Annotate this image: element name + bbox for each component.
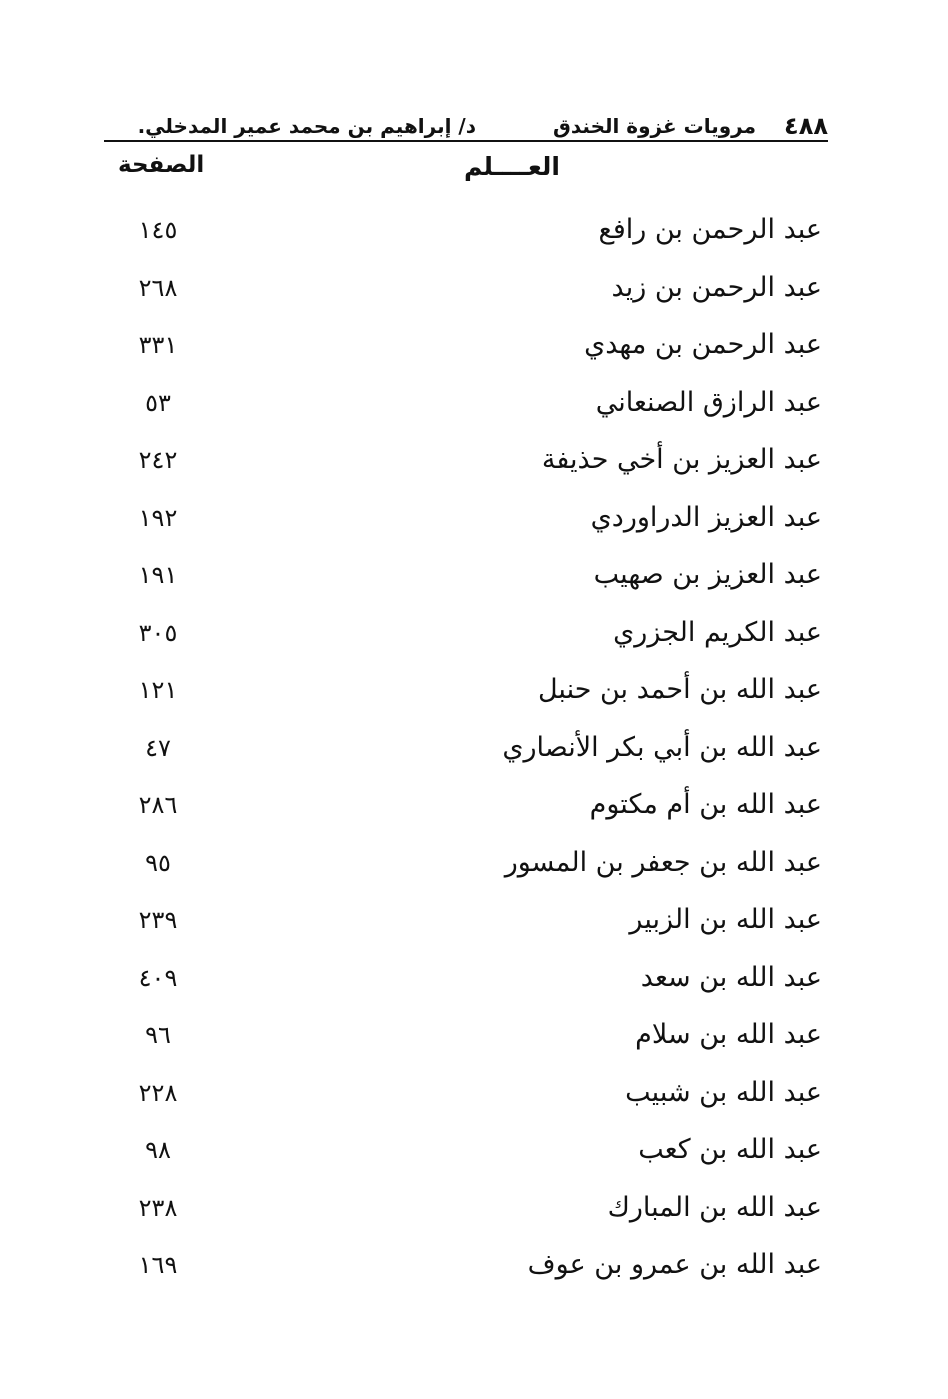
entry-page-number: ١٦٩ xyxy=(138,1251,178,1279)
entry-page-number: ٣٠٥ xyxy=(138,618,178,647)
index-row xyxy=(0,1124,948,1182)
entry-name: عبد الرحمن بن مهدي xyxy=(584,329,822,360)
entry-page-number: ٢٨٦ xyxy=(138,791,178,819)
entry-page-number: ٤٠٩ xyxy=(138,963,178,992)
index-row xyxy=(0,722,948,780)
book-title: مرويات غزوة الخندق xyxy=(552,114,756,138)
entry-name: عبد العزيز الدراوردي xyxy=(590,501,822,533)
entry-page-number: ٢٢٨ xyxy=(138,1078,178,1107)
entry-name: عبد العزيز بن أخي حذيفة xyxy=(541,444,822,475)
entry-page-number: ١٤٥ xyxy=(138,216,178,244)
entry-name: عبد الكريم الجزري xyxy=(613,616,822,648)
entry-page-number: ٣٣١ xyxy=(138,331,178,359)
entry-page-number: ١٢١ xyxy=(138,676,178,704)
entry-page-number: ٢٤٢ xyxy=(138,446,178,474)
entry-page-number: ٩٦ xyxy=(145,1021,171,1049)
index-row xyxy=(0,664,948,722)
index-row xyxy=(0,607,948,665)
index-row xyxy=(0,837,948,895)
entry-name: عبد الله بن سعد xyxy=(640,961,822,993)
author-name: د/ إبراهيم بن محمد عمير المدخلي. xyxy=(137,114,476,138)
index-row xyxy=(0,434,948,492)
entry-page-number: ١٩١ xyxy=(138,561,178,589)
index-row xyxy=(0,377,948,435)
entry-page-number: ١٩٢ xyxy=(138,503,178,532)
index-row xyxy=(0,492,948,550)
entry-name: عبد الله بن عمرو بن عوف xyxy=(527,1249,822,1280)
entry-name: عبد الله بن جعفر بن المسور xyxy=(504,846,822,878)
index-row xyxy=(0,779,948,837)
index-row xyxy=(0,894,948,952)
entry-name: عبد الله بن كعب xyxy=(638,1134,822,1165)
entry-name: عبد الرازق الصنعاني xyxy=(595,386,822,418)
entry-name: عبد الله بن سلام xyxy=(635,1019,822,1050)
name-column-heading: العــــلم xyxy=(463,152,560,181)
page-number: ٤٨٨ xyxy=(784,112,828,140)
entry-name: عبد الله بن أم مكتوم xyxy=(589,789,822,820)
running-header xyxy=(104,108,828,142)
index-list xyxy=(0,204,948,1297)
entry-name: عبد الله بن أحمد بن حنبل xyxy=(537,674,822,705)
entry-page-number: ٢٦٨ xyxy=(138,273,178,302)
entry-page-number: ٥٣ xyxy=(145,388,171,417)
entry-name: عبد الله بن شبيب xyxy=(625,1076,822,1108)
index-row xyxy=(0,1067,948,1125)
index-row xyxy=(0,1182,948,1240)
index-row xyxy=(0,1239,948,1297)
entry-page-number: ٢٣٨ xyxy=(138,1193,178,1222)
entry-name: عبد الله بن أبي بكر الأنصاري xyxy=(502,731,822,763)
index-row xyxy=(0,549,948,607)
entry-name: عبد الرحمن بن زيد xyxy=(611,271,822,303)
index-row xyxy=(0,319,948,377)
entry-page-number: ٩٨ xyxy=(145,1136,171,1164)
index-row xyxy=(0,952,948,1010)
page-column-heading: الصفحة xyxy=(118,152,205,178)
entry-name: عبد العزيز بن صهيب xyxy=(593,559,822,590)
index-row xyxy=(0,1009,948,1067)
entry-page-number: ٢٣٩ xyxy=(138,906,178,934)
entry-page-number: ٩٥ xyxy=(145,848,171,877)
entry-name: عبد الرحمن بن رافع xyxy=(598,214,822,245)
entry-page-number: ٤٧ xyxy=(145,733,171,762)
index-row xyxy=(0,262,948,320)
entry-name: عبد الله بن المبارك xyxy=(607,1191,822,1223)
entry-name: عبد الله بن الزبير xyxy=(629,904,822,935)
index-row xyxy=(0,204,948,262)
